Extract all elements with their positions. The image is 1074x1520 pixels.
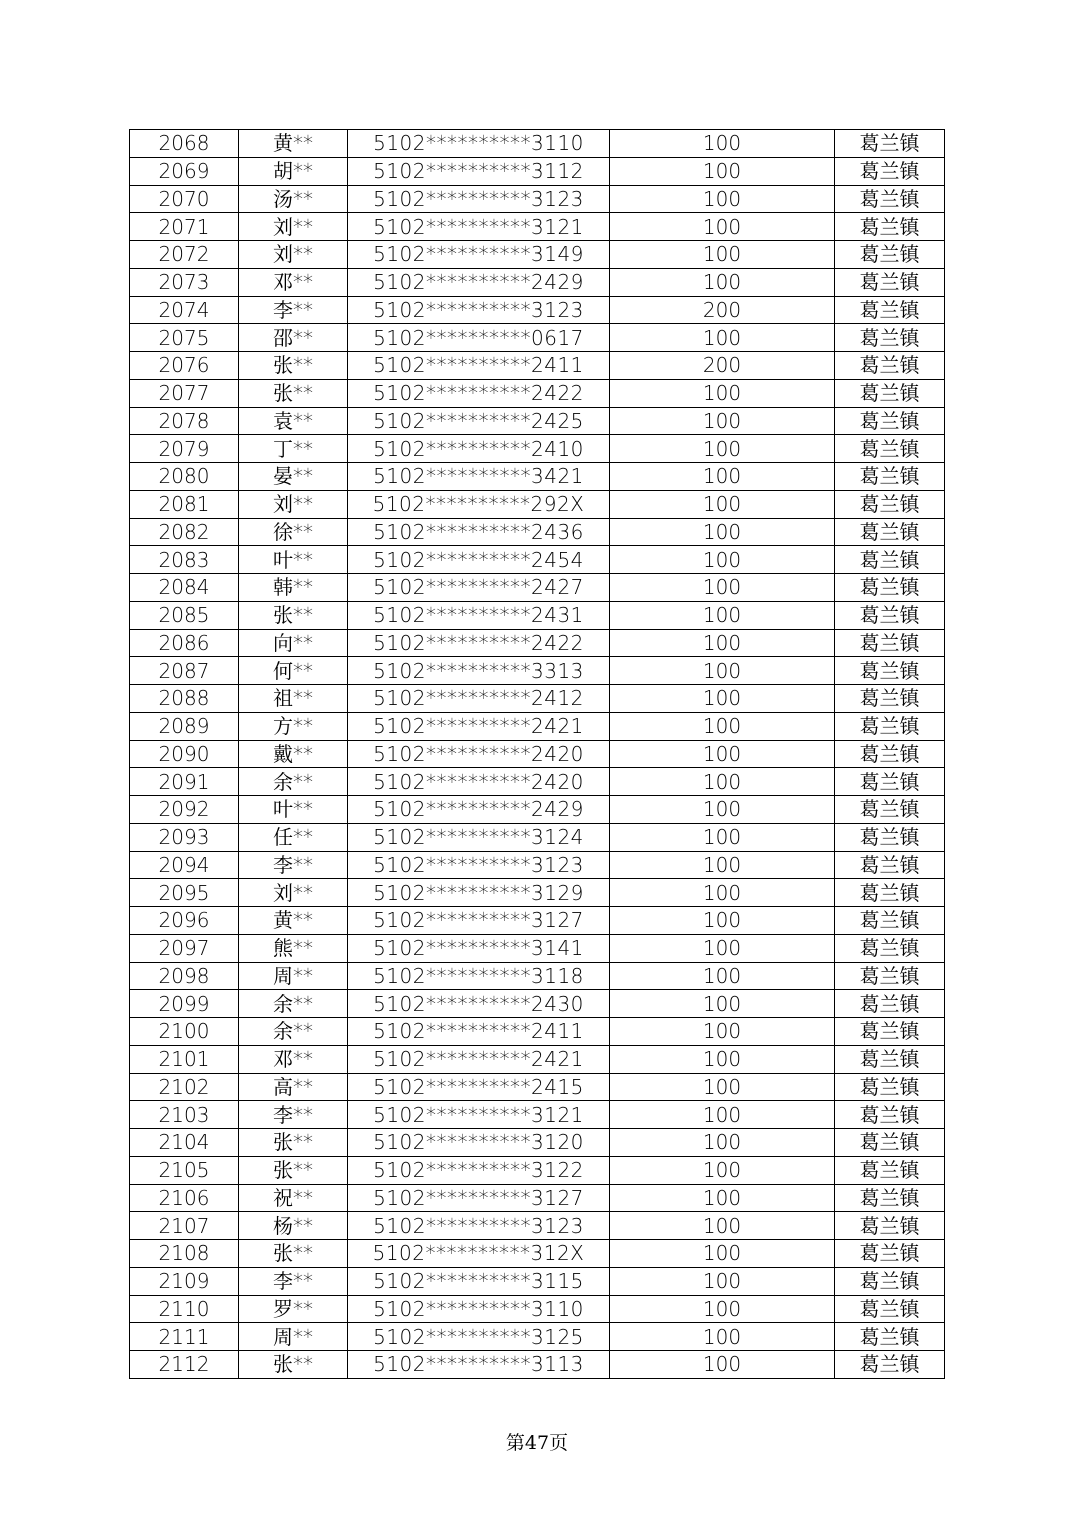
- table-row: [130, 712, 945, 740]
- serial-number-cell: 2109: [130, 1267, 239, 1295]
- id-number-cell: 5102**********3118: [348, 962, 610, 990]
- amount-cell: 100: [610, 490, 835, 518]
- table-row: [130, 1212, 945, 1240]
- town-cell: 葛兰镇: [835, 1018, 945, 1046]
- table-row: [130, 1295, 945, 1323]
- id-number-cell: 5102**********2410: [348, 435, 610, 463]
- id-number-cell: 5102**********2454: [348, 546, 610, 574]
- table-row: [130, 157, 945, 185]
- name-cell: 向**: [239, 629, 348, 657]
- name-cell: 杨**: [239, 1212, 348, 1240]
- town-cell: 葛兰镇: [835, 990, 945, 1018]
- table-row: [130, 130, 945, 158]
- name-cell: 戴**: [239, 740, 348, 768]
- id-number-cell: 5102**********2421: [348, 1045, 610, 1073]
- town-cell: 葛兰镇: [835, 1184, 945, 1212]
- amount-cell: 100: [610, 546, 835, 574]
- town-cell: 葛兰镇: [835, 213, 945, 241]
- id-number-cell: 5102**********3115: [348, 1267, 610, 1295]
- name-cell: 张**: [239, 1351, 348, 1379]
- town-cell: 葛兰镇: [835, 324, 945, 352]
- name-cell: 晏**: [239, 463, 348, 491]
- amount-cell: 100: [610, 435, 835, 463]
- name-cell: 李**: [239, 296, 348, 324]
- amount-cell: 100: [610, 768, 835, 796]
- amount-cell: 100: [610, 823, 835, 851]
- id-number-cell: 5102**********2420: [348, 768, 610, 796]
- name-cell: 周**: [239, 1323, 348, 1351]
- roster-table: [129, 129, 945, 1379]
- serial-number-cell: 2107: [130, 1212, 239, 1240]
- serial-number-cell: 2085: [130, 601, 239, 629]
- amount-cell: 100: [610, 629, 835, 657]
- id-number-cell: 5102**********292X: [348, 490, 610, 518]
- table-row: [130, 352, 945, 380]
- id-number-cell: 5102**********2411: [348, 352, 610, 380]
- name-cell: 张**: [239, 352, 348, 380]
- name-cell: 汤**: [239, 185, 348, 213]
- amount-cell: 100: [610, 241, 835, 269]
- name-cell: 何**: [239, 657, 348, 685]
- serial-number-cell: 2089: [130, 712, 239, 740]
- name-cell: 刘**: [239, 879, 348, 907]
- name-cell: 袁**: [239, 407, 348, 435]
- id-number-cell: 5102**********2429: [348, 796, 610, 824]
- amount-cell: 100: [610, 601, 835, 629]
- town-cell: 葛兰镇: [835, 879, 945, 907]
- amount-cell: 100: [610, 1323, 835, 1351]
- serial-number-cell: 2105: [130, 1156, 239, 1184]
- amount-cell: 100: [610, 657, 835, 685]
- name-cell: 邓**: [239, 1045, 348, 1073]
- id-number-cell: 5102**********2422: [348, 629, 610, 657]
- name-cell: 祝**: [239, 1184, 348, 1212]
- table-row: [130, 1351, 945, 1379]
- name-cell: 周**: [239, 962, 348, 990]
- name-cell: 韩**: [239, 574, 348, 602]
- amount-cell: 100: [610, 1295, 835, 1323]
- serial-number-cell: 2100: [130, 1018, 239, 1046]
- serial-number-cell: 2076: [130, 352, 239, 380]
- table-row: [130, 1240, 945, 1268]
- name-cell: 李**: [239, 1267, 348, 1295]
- serial-number-cell: 2077: [130, 379, 239, 407]
- amount-cell: 100: [610, 1267, 835, 1295]
- town-cell: 葛兰镇: [835, 518, 945, 546]
- table-row: [130, 1156, 945, 1184]
- town-cell: 葛兰镇: [835, 1267, 945, 1295]
- table-row: [130, 546, 945, 574]
- serial-number-cell: 2071: [130, 213, 239, 241]
- serial-number-cell: 2097: [130, 934, 239, 962]
- name-cell: 张**: [239, 1240, 348, 1268]
- name-cell: 任**: [239, 823, 348, 851]
- id-number-cell: 5102**********3123: [348, 185, 610, 213]
- name-cell: 邵**: [239, 324, 348, 352]
- id-number-cell: 5102**********2425: [348, 407, 610, 435]
- serial-number-cell: 2084: [130, 574, 239, 602]
- table-row: [130, 990, 945, 1018]
- amount-cell: 100: [610, 157, 835, 185]
- serial-number-cell: 2090: [130, 740, 239, 768]
- name-cell: 徐**: [239, 518, 348, 546]
- amount-cell: 100: [610, 463, 835, 491]
- amount-cell: 100: [610, 574, 835, 602]
- table-row: [130, 213, 945, 241]
- name-cell: 叶**: [239, 796, 348, 824]
- id-number-cell: 5102**********2431: [348, 601, 610, 629]
- serial-number-cell: 2070: [130, 185, 239, 213]
- amount-cell: 100: [610, 851, 835, 879]
- name-cell: 余**: [239, 1018, 348, 1046]
- amount-cell: 100: [610, 1351, 835, 1379]
- table-row: [130, 1129, 945, 1157]
- amount-cell: 100: [610, 379, 835, 407]
- town-cell: 葛兰镇: [835, 1156, 945, 1184]
- table-row: [130, 574, 945, 602]
- serial-number-cell: 2099: [130, 990, 239, 1018]
- serial-number-cell: 2095: [130, 879, 239, 907]
- serial-number-cell: 2106: [130, 1184, 239, 1212]
- name-cell: 胡**: [239, 157, 348, 185]
- serial-number-cell: 2068: [130, 130, 239, 158]
- table-row: [130, 268, 945, 296]
- table-row: [130, 907, 945, 935]
- serial-number-cell: 2103: [130, 1101, 239, 1129]
- table-row: [130, 518, 945, 546]
- table-row: [130, 1184, 945, 1212]
- serial-number-cell: 2096: [130, 907, 239, 935]
- table-row: [130, 490, 945, 518]
- id-number-cell: 5102**********3112: [348, 157, 610, 185]
- table-row: [130, 1101, 945, 1129]
- amount-cell: 100: [610, 324, 835, 352]
- town-cell: 葛兰镇: [835, 1351, 945, 1379]
- name-cell: 熊**: [239, 934, 348, 962]
- table-row: [130, 1045, 945, 1073]
- serial-number-cell: 2093: [130, 823, 239, 851]
- table-row: [130, 962, 945, 990]
- amount-cell: 100: [610, 1101, 835, 1129]
- id-number-cell: 5102**********0617: [348, 324, 610, 352]
- town-cell: 葛兰镇: [835, 574, 945, 602]
- table-row: [130, 823, 945, 851]
- town-cell: 葛兰镇: [835, 685, 945, 713]
- serial-number-cell: 2098: [130, 962, 239, 990]
- serial-number-cell: 2088: [130, 685, 239, 713]
- serial-number-cell: 2083: [130, 546, 239, 574]
- name-cell: 高**: [239, 1073, 348, 1101]
- town-cell: 葛兰镇: [835, 241, 945, 269]
- id-number-cell: 5102**********3125: [348, 1323, 610, 1351]
- table-row: [130, 463, 945, 491]
- id-number-cell: 5102**********3129: [348, 879, 610, 907]
- amount-cell: 100: [610, 518, 835, 546]
- table-row: [130, 851, 945, 879]
- serial-number-cell: 2104: [130, 1129, 239, 1157]
- amount-cell: 200: [610, 296, 835, 324]
- town-cell: 葛兰镇: [835, 1212, 945, 1240]
- name-cell: 邓**: [239, 268, 348, 296]
- table-row: [130, 1323, 945, 1351]
- name-cell: 张**: [239, 1156, 348, 1184]
- name-cell: 李**: [239, 851, 348, 879]
- page-number: 第47页: [505, 1432, 569, 1454]
- table-row: [130, 435, 945, 463]
- amount-cell: 100: [610, 213, 835, 241]
- town-cell: 葛兰镇: [835, 740, 945, 768]
- town-cell: 葛兰镇: [835, 768, 945, 796]
- serial-number-cell: 2075: [130, 324, 239, 352]
- town-cell: 葛兰镇: [835, 379, 945, 407]
- town-cell: 葛兰镇: [835, 796, 945, 824]
- town-cell: 葛兰镇: [835, 546, 945, 574]
- roster-table-body: [130, 130, 945, 1379]
- town-cell: 葛兰镇: [835, 157, 945, 185]
- amount-cell: 100: [610, 1156, 835, 1184]
- id-number-cell: 5102**********2412: [348, 685, 610, 713]
- amount-cell: 100: [610, 130, 835, 158]
- id-number-cell: 5102**********3110: [348, 130, 610, 158]
- id-number-cell: 5102**********2436: [348, 518, 610, 546]
- id-number-cell: 5102**********3120: [348, 1129, 610, 1157]
- town-cell: 葛兰镇: [835, 185, 945, 213]
- town-cell: 葛兰镇: [835, 657, 945, 685]
- town-cell: 葛兰镇: [835, 463, 945, 491]
- id-number-cell: 5102**********3141: [348, 934, 610, 962]
- amount-cell: 100: [610, 407, 835, 435]
- town-cell: 葛兰镇: [835, 407, 945, 435]
- amount-cell: 100: [610, 1129, 835, 1157]
- town-cell: 葛兰镇: [835, 851, 945, 879]
- table-row: [130, 629, 945, 657]
- id-number-cell: 5102**********3121: [348, 1101, 610, 1129]
- serial-number-cell: 2079: [130, 435, 239, 463]
- town-cell: 葛兰镇: [835, 352, 945, 380]
- amount-cell: 100: [610, 185, 835, 213]
- serial-number-cell: 2112: [130, 1351, 239, 1379]
- town-cell: 葛兰镇: [835, 823, 945, 851]
- name-cell: 丁**: [239, 435, 348, 463]
- name-cell: 张**: [239, 1129, 348, 1157]
- id-number-cell: 5102**********3113: [348, 1351, 610, 1379]
- serial-number-cell: 2069: [130, 157, 239, 185]
- id-number-cell: 5102**********3122: [348, 1156, 610, 1184]
- table-row: [130, 740, 945, 768]
- serial-number-cell: 2073: [130, 268, 239, 296]
- amount-cell: 100: [610, 1073, 835, 1101]
- amount-cell: 100: [610, 1045, 835, 1073]
- amount-cell: 100: [610, 962, 835, 990]
- table-row: [130, 685, 945, 713]
- id-number-cell: 5102**********3127: [348, 907, 610, 935]
- id-number-cell: 5102**********3123: [348, 851, 610, 879]
- id-number-cell: 5102**********3121: [348, 213, 610, 241]
- town-cell: 葛兰镇: [835, 268, 945, 296]
- name-cell: 罗**: [239, 1295, 348, 1323]
- table-row: [130, 407, 945, 435]
- id-number-cell: 5102**********2420: [348, 740, 610, 768]
- town-cell: 葛兰镇: [835, 1101, 945, 1129]
- table-row: [130, 1073, 945, 1101]
- id-number-cell: 5102**********3313: [348, 657, 610, 685]
- table-row: [130, 796, 945, 824]
- amount-cell: 100: [610, 1184, 835, 1212]
- table-row: [130, 296, 945, 324]
- table-row: [130, 657, 945, 685]
- serial-number-cell: 2078: [130, 407, 239, 435]
- amount-cell: 100: [610, 934, 835, 962]
- table-row: [130, 934, 945, 962]
- table-row: [130, 879, 945, 907]
- serial-number-cell: 2102: [130, 1073, 239, 1101]
- id-number-cell: 5102**********2421: [348, 712, 610, 740]
- town-cell: 葛兰镇: [835, 130, 945, 158]
- town-cell: 葛兰镇: [835, 1295, 945, 1323]
- table-row: [130, 768, 945, 796]
- amount-cell: 100: [610, 268, 835, 296]
- id-number-cell: 5102**********2411: [348, 1018, 610, 1046]
- id-number-cell: 5102**********2427: [348, 574, 610, 602]
- id-number-cell: 5102**********2430: [348, 990, 610, 1018]
- id-number-cell: 5102**********3124: [348, 823, 610, 851]
- serial-number-cell: 2080: [130, 463, 239, 491]
- serial-number-cell: 2111: [130, 1323, 239, 1351]
- town-cell: 葛兰镇: [835, 490, 945, 518]
- table-row: [130, 241, 945, 269]
- name-cell: 黄**: [239, 907, 348, 935]
- name-cell: 刘**: [239, 490, 348, 518]
- serial-number-cell: 2087: [130, 657, 239, 685]
- town-cell: 葛兰镇: [835, 435, 945, 463]
- serial-number-cell: 2101: [130, 1045, 239, 1073]
- town-cell: 葛兰镇: [835, 907, 945, 935]
- town-cell: 葛兰镇: [835, 1323, 945, 1351]
- serial-number-cell: 2094: [130, 851, 239, 879]
- id-number-cell: 5102**********312X: [348, 1240, 610, 1268]
- town-cell: 葛兰镇: [835, 296, 945, 324]
- amount-cell: 100: [610, 685, 835, 713]
- town-cell: 葛兰镇: [835, 601, 945, 629]
- name-cell: 祖**: [239, 685, 348, 713]
- serial-number-cell: 2074: [130, 296, 239, 324]
- amount-cell: 100: [610, 1240, 835, 1268]
- table-row: [130, 185, 945, 213]
- amount-cell: 200: [610, 352, 835, 380]
- name-cell: 刘**: [239, 213, 348, 241]
- amount-cell: 100: [610, 712, 835, 740]
- serial-number-cell: 2092: [130, 796, 239, 824]
- town-cell: 葛兰镇: [835, 1129, 945, 1157]
- table-row: [130, 1267, 945, 1295]
- table-row: [130, 601, 945, 629]
- name-cell: 刘**: [239, 241, 348, 269]
- id-number-cell: 5102**********3421: [348, 463, 610, 491]
- name-cell: 张**: [239, 379, 348, 407]
- table-row: [130, 1018, 945, 1046]
- id-number-cell: 5102**********3110: [348, 1295, 610, 1323]
- id-number-cell: 5102**********3149: [348, 241, 610, 269]
- town-cell: 葛兰镇: [835, 962, 945, 990]
- town-cell: 葛兰镇: [835, 629, 945, 657]
- table-row: [130, 379, 945, 407]
- amount-cell: 100: [610, 879, 835, 907]
- id-number-cell: 5102**********3127: [348, 1184, 610, 1212]
- id-number-cell: 5102**********2422: [348, 379, 610, 407]
- id-number-cell: 5102**********3123: [348, 1212, 610, 1240]
- town-cell: 葛兰镇: [835, 1240, 945, 1268]
- name-cell: 余**: [239, 990, 348, 1018]
- name-cell: 黄**: [239, 130, 348, 158]
- town-cell: 葛兰镇: [835, 1045, 945, 1073]
- table-row: [130, 324, 945, 352]
- serial-number-cell: 2072: [130, 241, 239, 269]
- serial-number-cell: 2110: [130, 1295, 239, 1323]
- id-number-cell: 5102**********3123: [348, 296, 610, 324]
- serial-number-cell: 2082: [130, 518, 239, 546]
- amount-cell: 100: [610, 1212, 835, 1240]
- amount-cell: 100: [610, 796, 835, 824]
- name-cell: 李**: [239, 1101, 348, 1129]
- serial-number-cell: 2081: [130, 490, 239, 518]
- town-cell: 葛兰镇: [835, 712, 945, 740]
- serial-number-cell: 2086: [130, 629, 239, 657]
- name-cell: 余**: [239, 768, 348, 796]
- amount-cell: 100: [610, 1018, 835, 1046]
- serial-number-cell: 2091: [130, 768, 239, 796]
- town-cell: 葛兰镇: [835, 934, 945, 962]
- name-cell: 叶**: [239, 546, 348, 574]
- serial-number-cell: 2108: [130, 1240, 239, 1268]
- id-number-cell: 5102**********2415: [348, 1073, 610, 1101]
- name-cell: 张**: [239, 601, 348, 629]
- amount-cell: 100: [610, 740, 835, 768]
- amount-cell: 100: [610, 990, 835, 1018]
- town-cell: 葛兰镇: [835, 1073, 945, 1101]
- id-number-cell: 5102**********2429: [348, 268, 610, 296]
- amount-cell: 100: [610, 907, 835, 935]
- name-cell: 方**: [239, 712, 348, 740]
